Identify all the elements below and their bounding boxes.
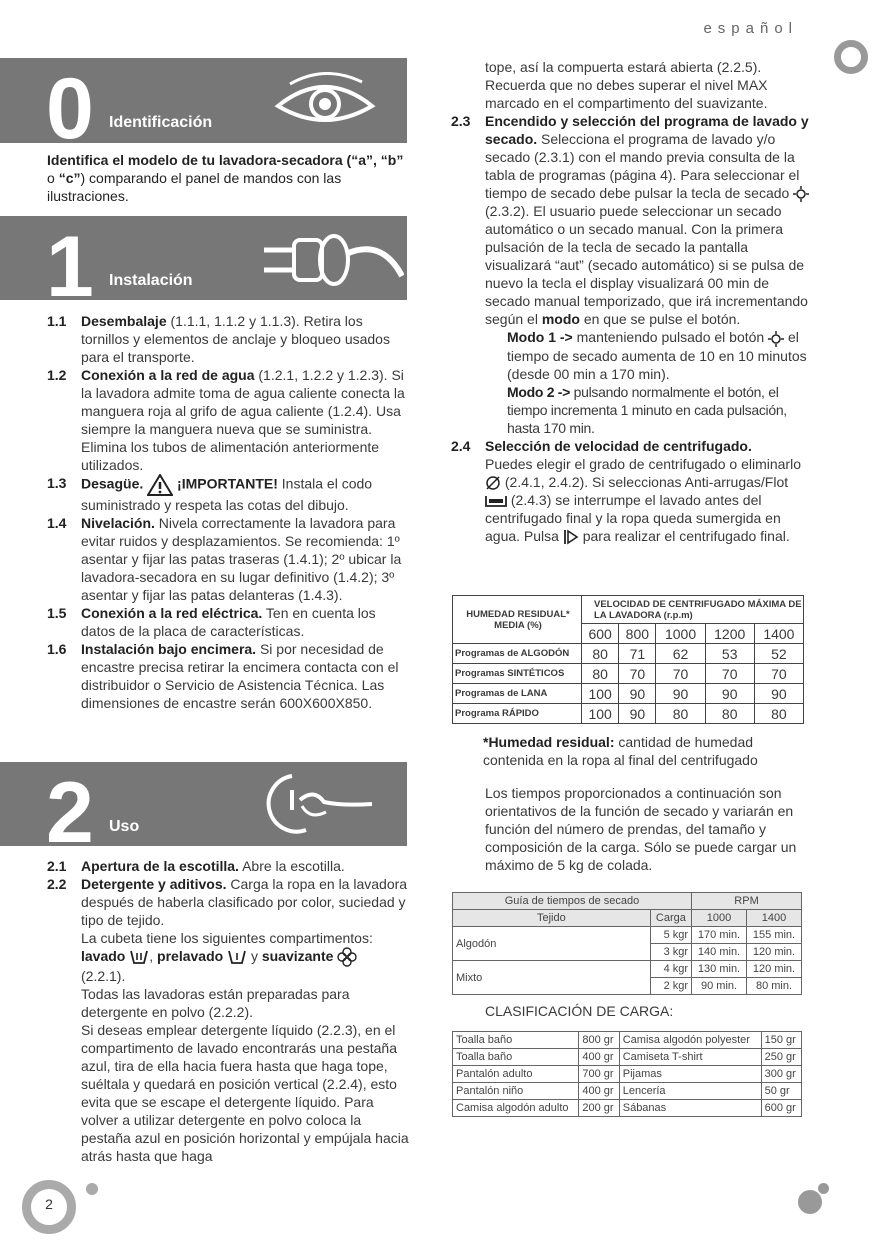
load-classification-table [452,1031,802,1117]
speed-header: 600 [582,624,619,644]
table-row: Camisa algodón adulto 200 gr Sábanas 600 gr [453,1100,802,1117]
list-item: 2.1 Apertura de la escotilla. Abre la escotilla. [47,858,345,874]
table-row: Programa RÁPIDO 100 90 80 80 80 [453,704,804,724]
list-item: 1.4 Nivelación. Nivela correctamente la lavadora para evitar ruidos y desplazamientos. Se recomienda: 1º asentar y fijar las patas traseras (1.4.1); 2º ubicar la lavadora-secadora en su lugar definitivo (1.4.2); 3º asentar y fijar las patas delanteras (1.4.3). [47,515,402,603]
list-item: 1.3 Desagüe. ¡IMPORTANTE! Instala el codo suministrado y respeta las cotas del dibujo. [47,475,373,513]
identification-text: Identifica el modelo de tu lavadora-secadora (“a”, “b” o “c”) comparando el panel de mandos con las ilustraciones. [47,152,404,204]
list-item: 1.5 Conexión a la red eléctrica. Ten en cuenta los datos de la placa de características. [47,605,376,639]
finger-press-icon [262,770,382,842]
softener-flower-icon [337,947,357,967]
no-spin-icon [485,475,501,491]
section-title: Uso [109,818,140,835]
section-number: 0 [46,61,94,157]
table-row: Toalla baño 800 gr Camisa algodón polyester 150 gr [453,1032,802,1049]
table-header: RPM [692,893,802,910]
play-spin-icon [563,529,579,545]
orange-ring-icon [834,40,868,74]
decor-dot [86,1183,98,1195]
table-row: Pantalón niño 400 gr Lencería 50 gr [453,1083,802,1100]
language-label: español [703,20,798,37]
table-row: Pantalón adulto 700 gr Pijamas 300 gr [453,1066,802,1083]
humidity-note: *Humedad residual: cantidad de humedad contenida en la ropa al final del centrifugado [483,734,758,768]
table-row: 2 kgr 90 min. 80 min. [453,978,802,995]
section-1-band [0,216,407,315]
section-title: Instalación [109,272,193,289]
decor-dot [798,1190,822,1214]
table-row: 3 kgr 140 min. 120 min. [453,944,802,961]
list-item: 1.6 Instalación bajo encimera. Si por necesidad de encastre precisa retirar la encimera contacta con el distribuidor o Servicio de Asistencia Técnica. Las dimensiones de encastre serán 600X600X850. [47,641,399,711]
use-text-right: tope, así la compuerta estará abierta (2.2.5). Recuerda que no debes superar el nivel MAX marcado en el compartimento del suavizante. 2.3 Encendido y selección del programa de lavado y secado. Selecciona el programa de lavado y/o secado (2.3.1) con el mando previa consulta de la tabla de programas (página 4). Para seleccionar el tiempo de secado debe pulsar la tecla de secado (2.3.2). El usuario puede seleccionar un secado automático o un secado manual. Con la primera pulsación de la tecla de secado la pantalla visualizará “aut” (secado automático) si se pulsa de nuevo la tecla el display visualizará 00 min de secado manual temporizado, que irá incrementando según el modo en que se pulse el botón. Modo 1 -> manteniendo pulsado el botón el tiempo de secado aumenta de 10 en 10 minutos (desde 00 min a 170 min). Modo 2 -> pulsando normalmente el botón, el tiempo incrementa 1 minuto en cada pulsación, hasta 170 min. 2.4 Selección de velocidad de centrifugado. Puedes elegir el grado de centrifugado o eliminarlo (2.4.1, 2.4.2). Si seleccionas Anti-arrugas/Flot (2.4.3) se interrumpe el lavado antes del centrifugado final y la ropa queda sumergida en agua. Pulsa para realizar el centrifugado final. [451,58,811,545]
drying-times-table [452,892,802,995]
table-row: Algodón 5 kgr 170 min. 155 min. [453,927,802,944]
residual-humidity-table [452,595,804,724]
page-number: 2 [45,1196,53,1212]
sun-dry-icon [768,331,784,347]
speed-header: 1400 [754,624,803,644]
table-header: 1000 [692,910,747,927]
prewash-compartment-icon [227,949,247,965]
eye-icon [270,72,380,132]
table-row: Programas de ALGODÓN 80 71 62 53 52 [453,644,804,664]
list-item: 2.4 Selección de velocidad de centrifugado. Puedes elegir el grado de centrifugado o eliminarlo (2.4.1, 2.4.2). Si seleccionas Anti-arrugas/Flot (2.4.3) se interrumpe el lavado antes del centrifugado final y la ropa queda sumergida en agua. Pulsa para realizar el centrifugado final. [451,437,801,544]
table-row: Programas SINTÉTICOS 80 70 70 70 70 [453,664,804,684]
table-header: Carga [650,910,691,927]
decor-dot [818,1183,829,1194]
section-title: Identificación [109,114,213,131]
table-row: Toalla baño 400 gr Camiseta T-shirt 250 gr [453,1049,802,1066]
warning-icon [147,474,173,496]
speed-header: 800 [619,624,656,644]
list-item: 2.3 Encendido y selección del programa de lavado y secado. Selecciona el programa de lavado y/o secado (2.3.1) con el mando previa consulta de la tabla de programas (página 4). Para seleccionar el tiempo de secado debe pulsar la tecla de secado (2.3.2). El usuario puede seleccionar un secado automático o un secado manual. Con la primera pulsación de la tecla de secado la pantalla visualizará “aut” (secado automático) si se pulsa de nuevo la tecla el display visualizará 00 min de secado manual temporizado, que irá incrementando según el modo en que se pulse el botón. Modo 1 -> manteniendo pulsado el botón el tiempo de secado aumenta de 10 en 10 minutos (desde 00 min a 170 min). Modo 2 -> pulsando normalmente el botón, el tiempo incrementa 1 minuto en cada pulsación, hasta 170 min. [451,113,809,436]
speed-header: 1200 [705,624,754,644]
section-0-band [0,58,407,157]
sun-dry-icon [793,186,809,202]
table-header: Tejido [453,910,651,927]
table-header: HUMEDAD RESIDUAL* MEDIA (%) [453,596,582,644]
table-row: Programas de LANA 100 90 90 90 90 [453,684,804,704]
load-classification-title: CLASIFICACIÓN DE CARGA: [485,1003,674,1019]
wash-compartment-icon [129,949,149,965]
use-text-left [47,857,409,1165]
list-item: 1.1 Desembalaje (1.1.1, 1.1.2 y 1.1.3). Retira los tornillos y elementos de anclaje y bloqueo usados para el transporte. [47,313,390,365]
section-2-band [0,762,407,861]
anti-crease-icon [485,494,507,508]
section-number: 1 [46,219,94,315]
table-row: Mixto 4 kgr 130 min. 120 min. [453,961,802,978]
speed-header: 1000 [656,624,705,644]
table-header: VELOCIDAD DE CENTRIFUGADO MÁXIMA DE LA LAVADORA (r.p.m) [582,596,804,624]
table-header: 1400 [747,910,802,927]
list-item: 2.2 Detergente y aditivos. Carga la ropa en la lavadora después de haberla clasificado por color, suciedad y tipo de tejido. La cubeta tiene los siguientes compartimentos: lavado , prelavado y suavizante (2.2.1). Todas las lavadoras están preparadas para detergente en polvo (2.2.2). Si deseas emplear detergente líquido (2.2.3), en el compartimento de lavado encontrarás una pestaña azul, tira de ella hacia fuera hasta que haga tope, suéltala y quedará en posición vertical (2.2.4), esto evita que se escape el detergente líquido. Para volver a utilizar detergente en polvo coloca la pestaña azul en posición horizontal y empújala hacia atrás hasta que haga [47,876,409,1165]
section-number: 2 [46,765,94,861]
plug-icon [262,224,404,296]
table-header: Guía de tiempos de secado [453,893,692,910]
list-item: 1.2 Conexión a la red de agua (1.2.1, 1.2.2 y 1.2.3). Si la lavadora admite toma de agua caliente conecta la manguera roja al grifo de agua caliente (1.2.4). Usa siempre la manguera nueva que se suministra. Elimina los tubos de alimentación anteriormente utilizados. [47,367,405,473]
installation-list [47,312,409,712]
drying-intro: Los tiempos proporcionados a continuación son orientativos de la función de secado y variarán en función del número de prendas, del tamaño y composición de la carga. Sólo se puede cargar un máximo de 5 kg de colada. [485,785,797,873]
